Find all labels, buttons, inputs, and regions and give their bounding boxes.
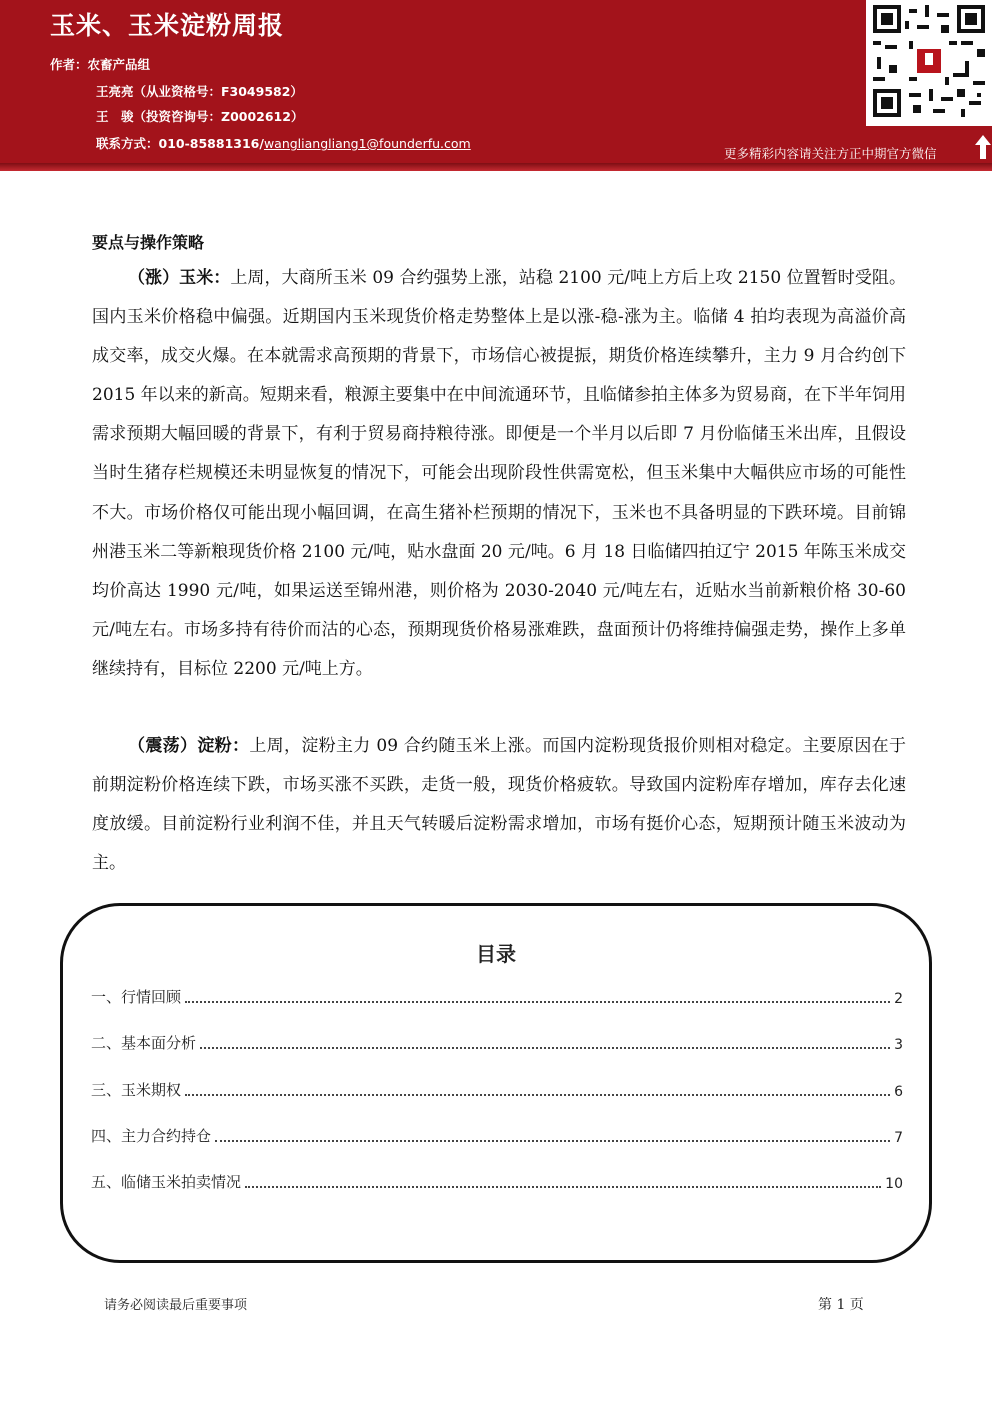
toc-leader-dots [185,1001,890,1003]
toc-entry-label: 四、主力合约持仓 [91,1127,212,1145]
wechat-follow-caption: 更多精彩内容请关注方正中期官方微信 [724,146,937,161]
starch-strategy-paragraph [92,727,906,883]
toc-title: 目录 [476,942,516,966]
contact-phone: 联系方式：010-85881316/ [96,136,264,151]
author-line: 作者：农畜产品组 [50,57,151,72]
header-divider [0,163,992,171]
section-heading: 要点与操作策略 [92,233,205,252]
toc-leader-dots [200,1047,890,1049]
toc-entry-label: 一、行情回顾 [91,988,182,1006]
toc-entry-label: 三、玉米期权 [91,1081,182,1099]
toc-entry-label: 二、基本面分析 [91,1034,197,1052]
contact-email-link[interactable]: wangliangliang1@founderfu.com [263,136,471,151]
contact-line [96,134,471,152]
toc-entry-page: 6 [894,1084,903,1100]
analyst-credential: 王 骏（投资咨询号：Z0002612） [96,109,304,124]
toc-entry[interactable] [91,1078,903,1100]
corn-strategy-paragraph [92,259,906,689]
page-number: 第 1 页 [818,1297,864,1313]
toc-entry[interactable] [91,1031,903,1053]
toc-entry-label: 五、临储玉米拍卖情况 [91,1173,242,1191]
toc-entry[interactable] [91,1170,903,1192]
corn-strategy-text: 上周，大商所玉米 09 合约强势上涨，站稳 2100 元/吨上方后上攻 2150 位置暂时受阻。国内玉米价格稳中偏强。近期国内玉米现货价格走势整体上是以涨-稳-涨为主。临储 4 拍均表现为高溢价高成交率，成交火爆。在本就需求高预期的背景下，市场信心被提振，期货价格连续攀升，主力 9 月合约创下 2015 年以来的新高。短期来看，粮源主要集中在中间流通环节，且临储参拍主体多为贸易商，在下半年饲用需求预期大幅回暖的背景下，有利于贸易商持粮待涨。即便是一个半月以后即 7 月份临储玉米出库，且假设当时生猪存栏规模还未明显恢复的情况下，可能会出现阶段性供需宽松，但玉米集中大幅供应市场的可能性不大。市场价格仅可能出现小幅回调，在高生猪补栏预期的情况下，玉米也不具备明显的下跌环境。目前锦州港玉米二等新粮现货价格 2100 元/吨，贴水盘面 20 元/吨。6 月 18 日临储四拍辽宁 2015 年陈玉米成交均价高达 1990 元/吨，如果运送至锦州港，则价格为 2030-2040 元/吨左右，近贴水当前新粮价格 30-60 元/吨左右。市场多持有待价而沽的心态，预期现货价格易涨难跌，盘面预计仍将维持偏强走势，操作上多单继续持有，目标位 2200 元/吨上方。 [92,268,906,679]
report-header-band [0,0,992,163]
toc-entry[interactable] [91,985,903,1007]
starch-strategy-text: 上周，淀粉主力 09 合约随玉米上涨。而国内淀粉现货报价则相对稳定。主要原因在于前期淀粉价格连续下跌，市场买涨不买跌，走货一般，现货价格疲软。导致国内淀粉库存增加，库存去化速度放缓。目前淀粉行业利润不佳，并且天气转暖后淀粉需求增加，市场有挺价心态，短期预计随玉米波动为主。 [92,736,906,874]
toc-entry-page: 7 [894,1130,903,1146]
toc-leader-dots [185,1094,890,1096]
table-of-contents [60,903,932,1263]
starch-outlook-label: （震荡）淀粉： [128,736,250,756]
disclaimer-note: 请务必阅读最后重要事项 [104,1298,248,1313]
toc-entry[interactable] [91,1124,903,1146]
report-title: 玉米、玉米淀粉周报 [50,11,285,40]
qr-code-icon [866,0,992,126]
toc-entry-page: 2 [894,991,903,1007]
toc-entry-page: 10 [885,1176,903,1192]
analyst-credential: 王亮亮（从业资格号：F3049582） [96,84,303,99]
corn-outlook-label: （涨）玉米： [128,268,231,288]
up-arrow-icon [974,134,992,160]
toc-entry-page: 3 [894,1037,903,1053]
toc-leader-dots [245,1186,881,1188]
toc-leader-dots [215,1140,890,1142]
